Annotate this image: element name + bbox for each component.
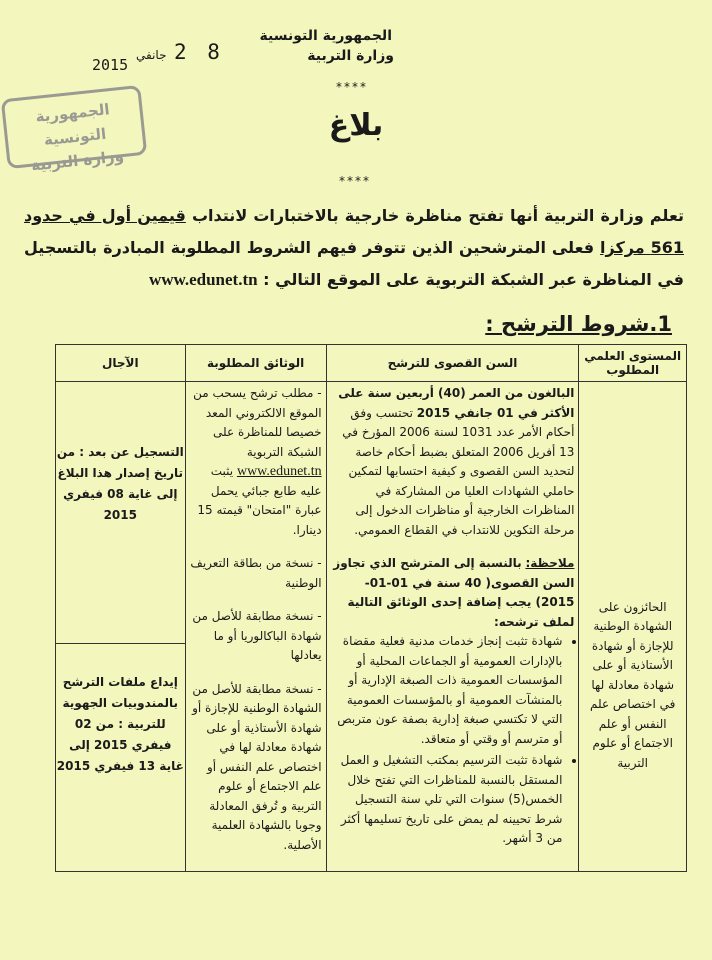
doc-item-4: - نسخة مطابقة للأصل من الشهادة الوطنية للإجازة أو شهادة الأستاذية أو على شهادة معادلة لها في اختصاص علم النفس أو علم الاجتماع أو علوم التربية و تُرفق المعادلة وجوبا بالشهادة العلمية الأصلية.: [192, 681, 322, 852]
note-label: ملاحظة:: [525, 556, 575, 570]
stamp-line1: الجمهورية التونسية: [34, 100, 111, 150]
list-item: • شهادة تثبت الترسيم بمكتب التشغيل و العمل المستقل بالنسبة للمناظرات التي تفتح خلال الخمس(5) سنوات التي تلي سنة التسجيل شرط تحيينه لم يمض على تاريخ تسليمها أكثر من 3 أشهر.: [331, 751, 563, 849]
doc-item-2: - نسخة من بطاقة التعريف الوطنية: [190, 556, 322, 590]
table-header-row: [56, 345, 687, 382]
date-day: 2 8: [174, 40, 224, 64]
doc-1-text: - مطلب ترشح يسحب من الموقع الالكتروني المعد خصيصا للمناظرة على الشبكة التربوية: [193, 386, 322, 459]
intro-post-title: قيمين أول في حدود: [24, 206, 186, 225]
docs-cell: [185, 382, 326, 872]
ministry-label: وزارة التربية: [307, 48, 394, 64]
doc-1-url: www.edunet.tn: [236, 464, 322, 479]
deadlines-cell: [56, 382, 186, 872]
intro-text-2: فعلى المترشحين الذين تتوفر فيهم الشروط المطلوبة المبادرة بالتسجيل في المناظرة عبر الشبكة التربوية على الموقع التالي :: [24, 238, 684, 289]
page-title: بلاغ: [328, 108, 384, 143]
conditions-table: [55, 344, 687, 872]
intro-text-1: تعلم وزارة التربية أنها تفتح مناظرة خارجية بالاختبارات لانتداب: [191, 206, 685, 225]
deadline-file-submission: إيداع ملفات الترشح بالمندوبيات الجهوية للتربية : من 02 فيفري 2015 إلى غاية 13 فيفري 2015: [56, 675, 184, 773]
stars-bottom: ****: [339, 174, 371, 188]
age-cell: [326, 382, 579, 872]
header-age: السن القصوى للترشح: [326, 345, 579, 382]
age-limit: البالغون من العمر (40) أربعين سنة على الأكثر في 01 جانفي 2015: [338, 386, 575, 420]
deadline-online-registration: التسجيل عن بعد : من تاريخ إصدار هذا البلاغ إلى غاية 08 فيفري 2015: [56, 382, 185, 644]
intro-website: www.edunet.tn: [148, 270, 258, 289]
header-docs: الوثائق المطلوبة: [185, 345, 326, 382]
header-deadlines: الآجال: [56, 345, 186, 382]
intro-count: 561 مركزا: [600, 238, 684, 257]
date-month: جانفي: [136, 48, 167, 62]
doc-item-1: [190, 384, 322, 540]
doc-item-3: - نسخة مطابقة للأصل من شهادة الباكالوريا أو ما يعادلها: [192, 609, 322, 662]
stars-top: ****: [336, 80, 368, 94]
intro-paragraph: [24, 200, 684, 296]
note-text: بالنسبة إلى المترشح الذي تجاوز السن القصوى( 40 سنة في 01-01-2015) يجب إضافة إحدى الوثائق التالية لملف ترشحه:: [333, 556, 575, 629]
stamp-line2: وزارة التربية: [30, 147, 125, 175]
header-level: المستوى العلمي المطلوب: [579, 345, 687, 382]
republic-label: الجمهورية التونسية: [259, 28, 392, 44]
required-documents-list: [331, 632, 575, 849]
level-cell: الحائزون على الشهادة الوطنية للإجازة أو شهادة الأستاذية أو على شهادة معادلة لها في اختصاص علم النفس أو علم الاجتماع أو علوم التربية: [579, 382, 687, 872]
list-item: • شهادة تثبت إنجاز خدمات مدنية فعلية مقضاة بالإدارات العمومية أو الجماعات المحلية أو المؤسسات العمومية ذات الصبغة الإدارية أو بالمنشآت العمومية أو بالمؤسسات العمومية التي لا تكتسي صبغة إدارية بصفة عون متربص أو مترسم أو وقتي أو متعاقد.: [331, 632, 563, 749]
age-text: تحتسب وفق أحكام الأمر عدد 1031 لسنة 2006 المؤرخ في 13 أفريل 2006 المتعلق بضبط أحكام خاصة لتحديد السن القصوى و كيفية احتسابها لتمكين حاملي الشهادات العليا من المشاركة في المناظرات الخارجية أو مناظرات الدخول إلى مرحلة التكوين للانتداب في القطاع العمومي.: [342, 405, 575, 537]
table-row: [56, 382, 687, 872]
section-title: 1.شروط الترشح :: [485, 312, 672, 336]
doc-1-text-b: يثبت عليه طابع جبائي يحمل عبارة "امتحان" قيمته 15 دينارا.: [197, 464, 322, 537]
date-year: 2015: [92, 56, 129, 74]
